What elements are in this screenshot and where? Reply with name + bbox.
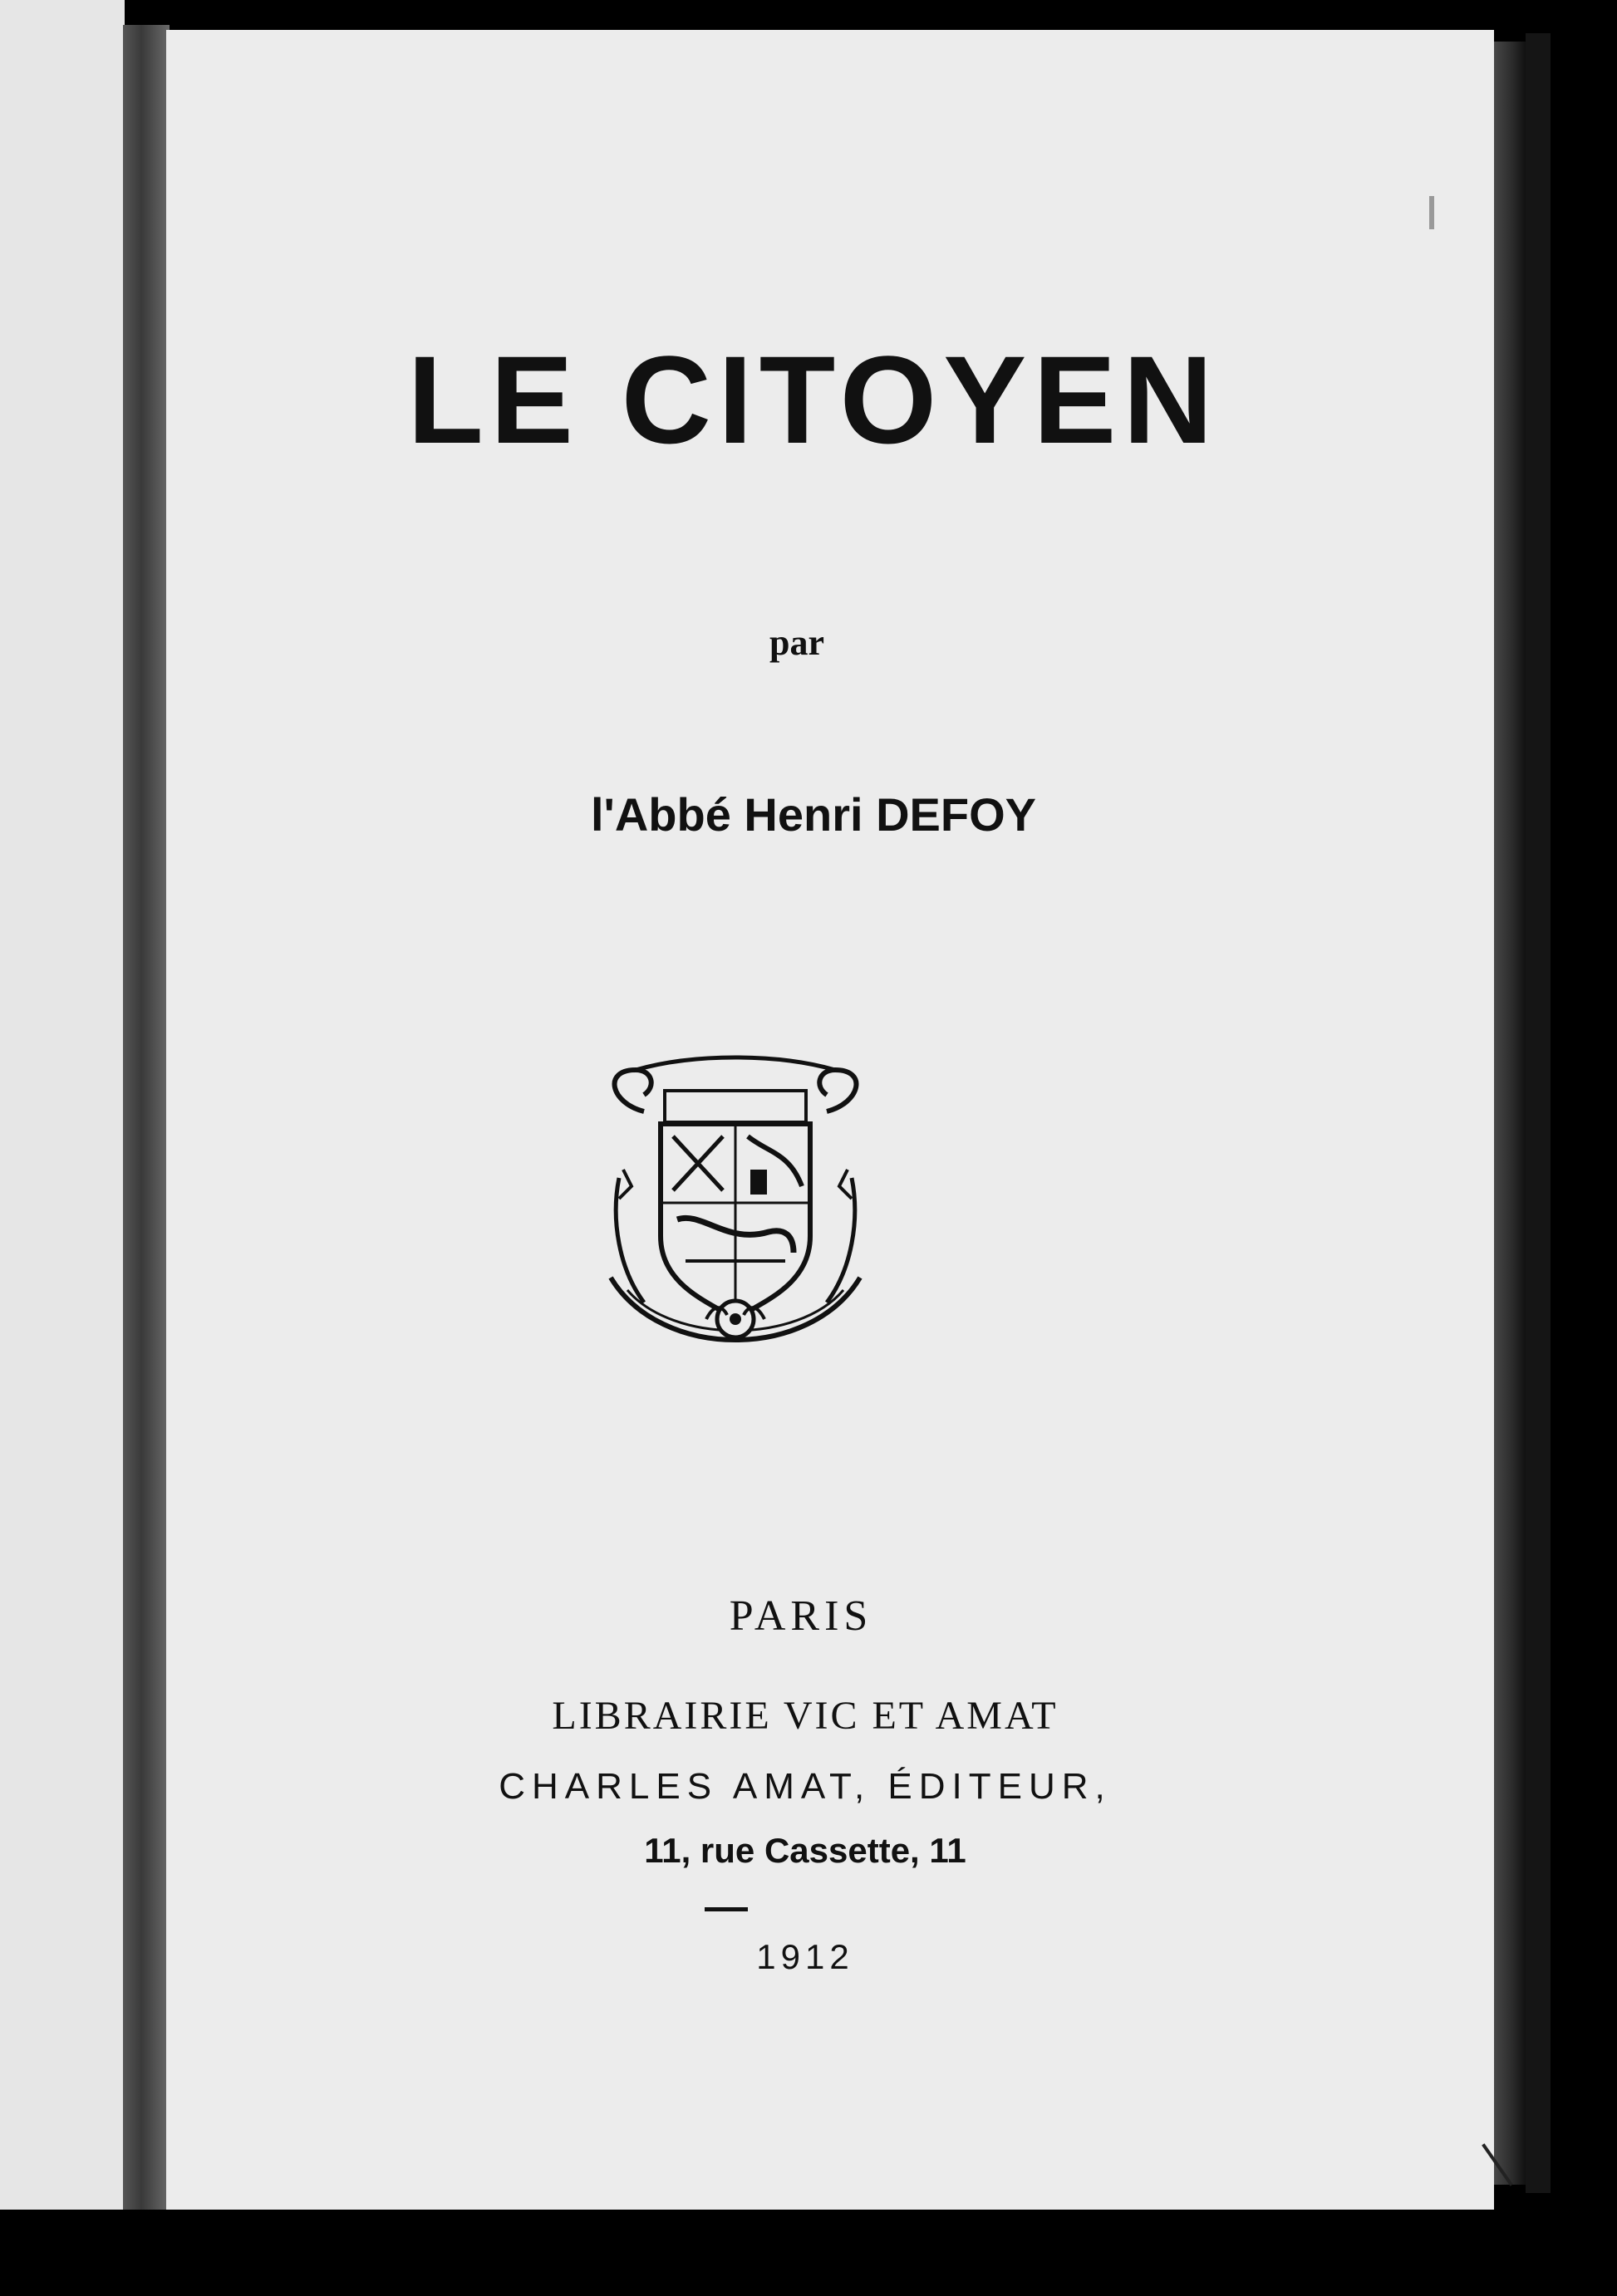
page-stack-edge	[1492, 42, 1526, 2185]
cover-edge	[1526, 33, 1551, 2193]
book-title: LE CITOYEN	[407, 330, 1220, 469]
imprint-divider	[705, 1907, 748, 1911]
imprint-city: PARIS	[729, 1592, 873, 1640]
imprint-year: 1912	[756, 1937, 854, 1976]
scan-speck	[1429, 196, 1434, 229]
title-page	[166, 30, 1494, 2210]
imprint-editor: CHARLES AMAT, ÉDITEUR,	[499, 1766, 1112, 1807]
previous-page-edge	[0, 0, 125, 2213]
author-name: l'Abbé Henri DEFOY	[590, 788, 1037, 841]
scan-bottom-border	[0, 2210, 1617, 2296]
imprint-address: 11, rue Cassette, 11	[644, 1831, 966, 1870]
coat-of-arms-emblem	[594, 1053, 877, 1369]
imprint-publisher: LIBRAIRIE VIC ET AMAT	[552, 1694, 1059, 1738]
by-line: par	[769, 622, 824, 663]
